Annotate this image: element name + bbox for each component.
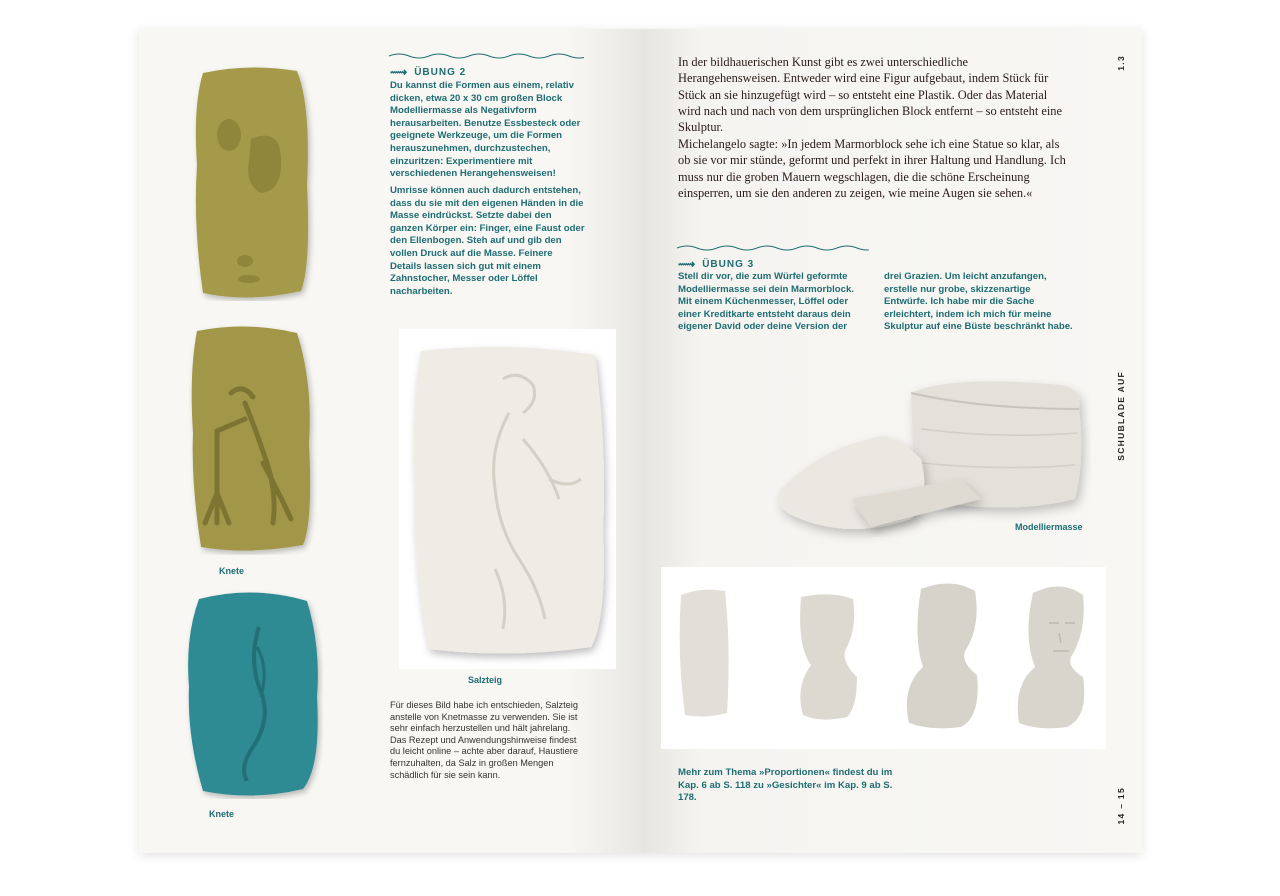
swirl-icon: ⟿	[390, 65, 409, 79]
michelangelo-quote: Michelangelo sagte: »In jedem Marmorblock sehe ich eine Statue so klar, als ob sie vor mir stünde, geformt und perfekt in ihrer Haltung und Handlung. Ich muss nur die groben Mauern wegschlagen, die die schöne Erscheinung einsperren, um sie den anderen zu zeigen, wie meine Augen sie sehen.«	[678, 137, 1066, 200]
left-page	[139, 29, 641, 853]
knete-tablet-teal	[183, 587, 323, 799]
exercise-3-col1: Stell dir vor, die zum Würfel geformte Modelliermasse sei dein Marmorblock. Mit einem Küchenmesser, Löffel oder einer Kreditkarte entsteht daraus dein eigener David oder deine Version der	[678, 271, 854, 333]
knete-tablet-abstract	[189, 65, 319, 301]
stage-block	[680, 590, 729, 717]
stage-bust-refined	[1018, 586, 1085, 728]
exercise-2-heading	[390, 65, 466, 79]
knete-tablet-figure	[187, 323, 317, 555]
exercise-3-col2: drei Grazien. Um leicht anzufangen, erstelle nur grobe, skizzenartige Entwürfe. Ich habe mir die Sache erleichtert, indem ich mich für meine Skulptur auf eine Büste beschränkt habe.	[884, 271, 1073, 333]
sculpture-progression-photo	[661, 567, 1106, 749]
exercise-2-para1: Du kannst die Formen aus einem, relativ dicken, etwa 20 x 30 cm großen Block Modelliermasse als Negativform herausarbeiten. Benutze Essbesteck oder geeignete Werkzeuge, um die Formen herauszunehmen, durchzustechen, einzuritzen: Experimentiere mit verschiedenen Herangehensweisen!	[390, 80, 581, 180]
chapter-number: 1.3	[1116, 55, 1126, 71]
caption-modelliermasse: Modelliermasse	[1015, 522, 1083, 532]
section-title: SCHUBLADE AUF	[1116, 371, 1126, 461]
intro-paragraph: In der bildhauerischen Kunst gibt es zwei unterschiedliche Herangehensweisen. Entweder wird eine Figur aufgebaut, indem Stück für Stück an sie hinzugefügt wird – so entsteht eine Plastik. Oder das Material wird nach und nach von dem ursprünglichen Block entfernt – so entsteht eine Skulptur.	[678, 55, 1063, 135]
page-numbers: 14 – 15	[1116, 787, 1126, 825]
salzteig-photo	[399, 329, 616, 669]
exercise-2-title: ÜBUNG 2	[414, 66, 467, 78]
caption-knete-2: Knete	[209, 809, 235, 819]
wave-divider	[389, 51, 584, 61]
right-page	[641, 29, 1142, 853]
wave-divider-2	[677, 243, 869, 253]
stage-rough	[800, 594, 857, 719]
salzteig-note: Für dieses Bild habe ich entschieden, Salzteig anstelle von Knetmasse zu verwenden. Sie ist sehr einfach herzustellen und hält jahrelang. Das Rezept und Anwendungshinweise findest du leicht online – achte aber darauf, Haustiere fernzuhalten, da Salz in großen Mengen schädlich für sie sein kann.	[390, 700, 578, 780]
exercise-3-title: ÜBUNG 3	[702, 258, 755, 270]
more-references: Mehr zum Thema »Proportionen« findest du im Kap. 6 ab S. 118 zu »Gesichter« im Kap. 9 ab S. 178.	[678, 767, 893, 804]
exercise-3-heading	[678, 257, 754, 271]
caption-salzteig: Salzteig	[468, 675, 503, 685]
exercise-2-para2: Umrisse können auch dadurch entstehen, dass du sie mit den eigenen Händen in die Masse eindrückst. Setzte dabei den ganzen Körper ein: Finger, eine Faust oder den Ellenbogen. Steh auf und gib den vollen Druck auf die Masse. Feinere Details lassen sich gut mit einem Zahnstocher, Messer oder Löffel nacharbeiten.	[390, 185, 585, 297]
caption-knete-1: Knete	[219, 566, 245, 576]
stage-bust-rough	[907, 583, 978, 728]
book-spread	[139, 29, 1142, 853]
swirl-icon: ⟿	[678, 257, 697, 271]
